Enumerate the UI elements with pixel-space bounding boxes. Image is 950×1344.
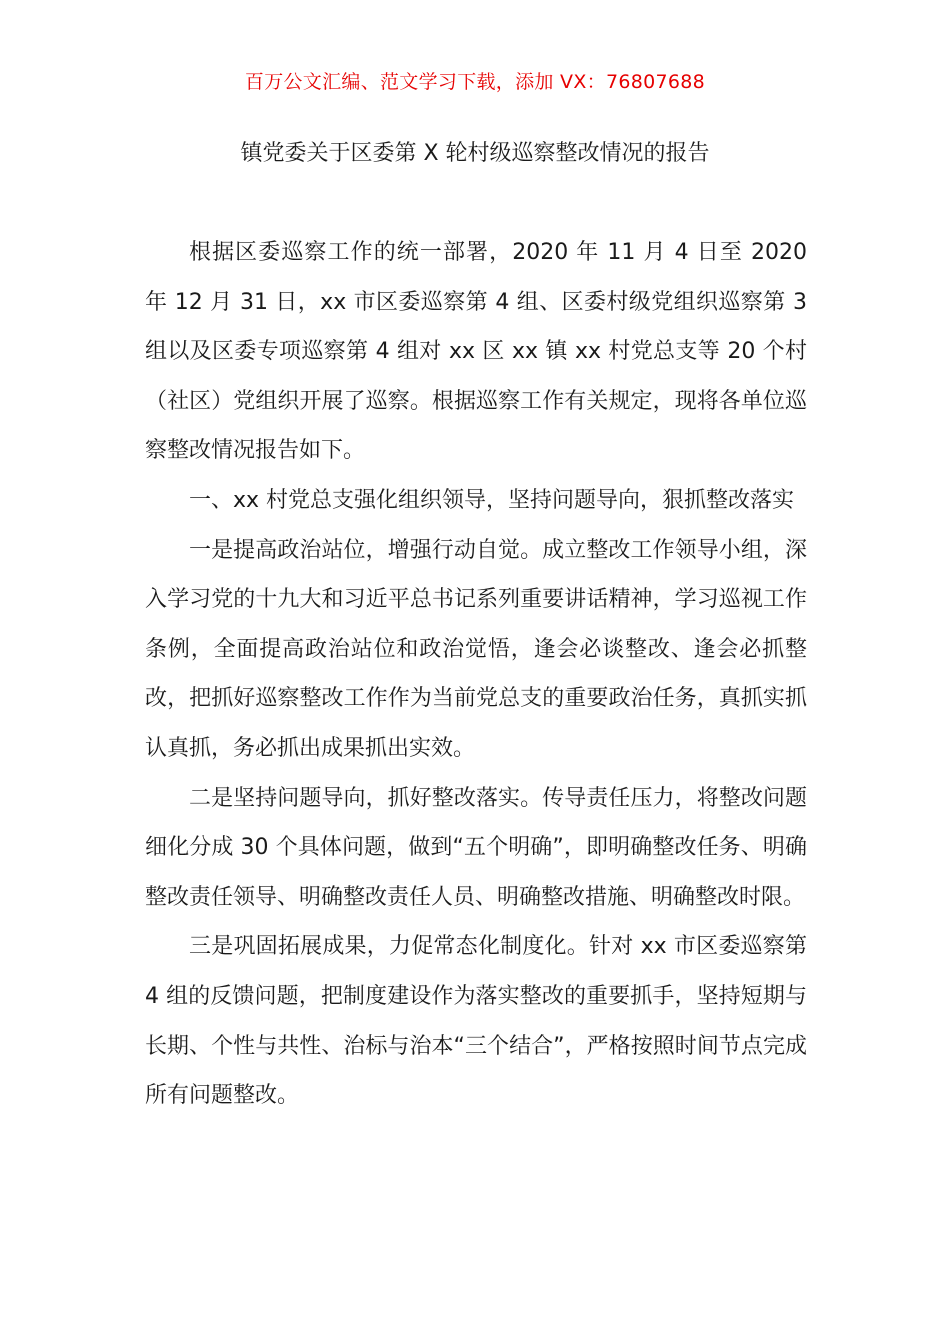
paragraph-section-heading-1: 一、xx 村党总支强化组织领导，坚持问题导向，狠抓整改落实	[189, 487, 795, 513]
document-body	[145, 228, 807, 1121]
document-title: 镇党委关于区委第 X 轮村级巡察整改情况的报告	[240, 141, 710, 166]
paragraph-intro: 根据区委巡察工作的统一部署，2020 年 11 月 4 日至 2020 年 12 月 31 日，xx 市区委巡察第 4 组、区委村级党组织巡察第 3 组以及区委专项巡察第 4 组对 xx 区 xx 镇 xx 村党总支等 20 个村（社区）党组织开展了巡察。根据巡察工作有关规定，现将各单位巡察整改情况报告如下。	[145, 240, 807, 464]
paragraph-point-3: 三是巩固拓展成果，力促常态化制度化。针对 xx 市区委巡察第 4 组的反馈问题，把制度建设作为落实整改的重要抓手，坚持短期与长期、个性与共性、治标与治本“三个结合”，严格按照时间节点完成所有问题整改。	[145, 934, 807, 1109]
paragraph-point-2: 二是坚持问题导向，抓好整改落实。传导责任压力，将整改问题细化分成 30 个具体问题，做到“五个明确”，即明确整改任务、明确整改责任领导、明确整改责任人员、明确整改措施、明确整改时限。	[145, 785, 807, 910]
paragraph-point-1: 一是提高政治站位，增强行动自觉。成立整改工作领导小组，深入学习党的十九大和习近平总书记系列重要讲话精神，学习巡视工作条例，全面提高政治站位和政治觉悟，逢会必谈整改、逢会必抓整改，把抓好巡察整改工作作为当前党总支的重要政治任务，真抓实抓认真抓，务必抓出成果抓出实效。	[145, 537, 807, 761]
header-promo-note: 百万公文汇编、范文学习下载，添加 VX：76807688	[244, 71, 706, 93]
